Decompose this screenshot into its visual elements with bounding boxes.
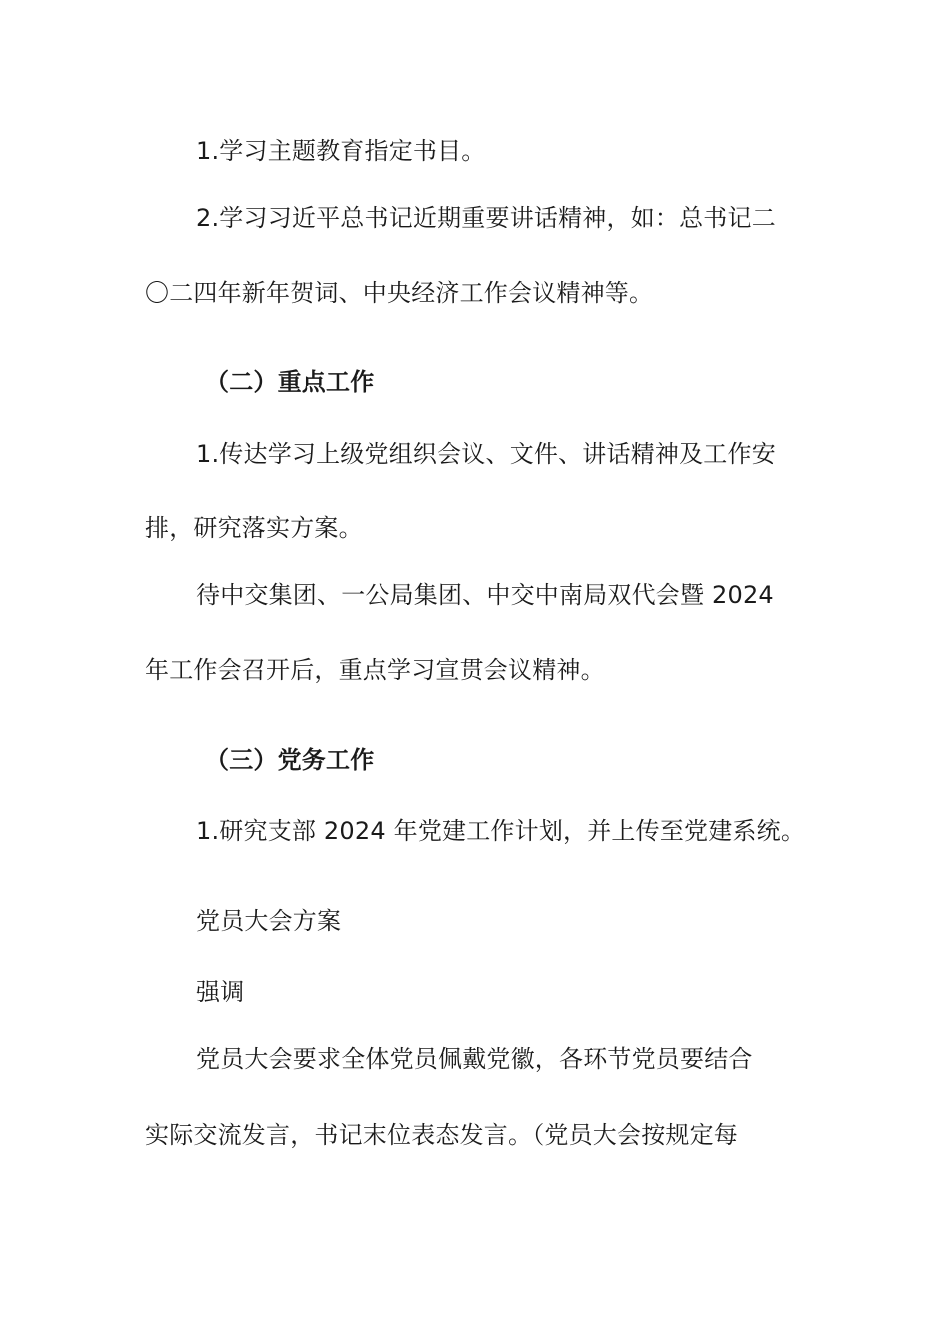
party-affairs-item-1: 1.研究支部 2024 年党建工作计划，并上传至党建系统。 — [196, 817, 806, 845]
meeting-paragraph-line-2: 实际交流发言，书记末位表态发言。（党员大会按规定每 — [145, 1121, 738, 1149]
key-work-item-1-line-2: 排，研究落实方案。 — [145, 514, 363, 542]
subheading-meeting-plan: 党员大会方案 — [196, 907, 342, 935]
key-work-paragraph-line-1: 待中交集团、一公局集团、中交中南局双代会暨 2024 — [196, 581, 774, 609]
meeting-paragraph-line-1: 党员大会要求全体党员佩戴党徽，各环节党员要结合 — [196, 1045, 753, 1073]
study-item-2-line-1: 2.学习习近平总书记近期重要讲话精神，如：总书记二 — [196, 204, 776, 232]
study-item-1: 1.学习主题教育指定书目。 — [196, 137, 486, 165]
section-heading-party-affairs: （三）党务工作 — [205, 746, 375, 774]
subheading-emphasis: 强调 — [196, 978, 245, 1006]
key-work-item-1-line-1: 1.传达学习上级党组织会议、文件、讲话精神及工作安 — [196, 440, 776, 468]
key-work-paragraph-line-2: 年工作会召开后，重点学习宣贯会议精神。 — [145, 656, 605, 684]
section-heading-key-work: （二）重点工作 — [205, 368, 375, 396]
study-item-2-line-2: 〇二四年新年贺词、中央经济工作会议精神等。 — [145, 279, 654, 307]
